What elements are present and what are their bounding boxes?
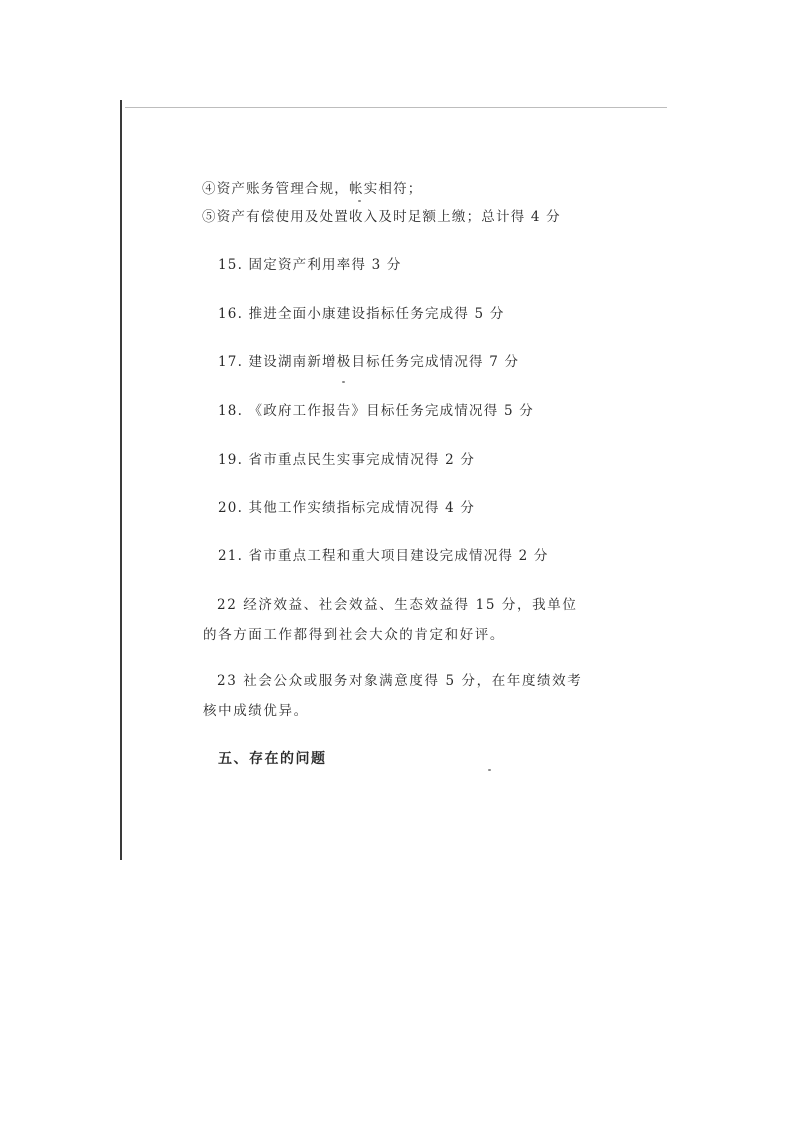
asset-item-5-line: ⑤资产有偿使用及处置收入及时足额上缴；总计得 4 分 bbox=[202, 209, 561, 225]
scan-speck bbox=[488, 769, 491, 771]
section-5-heading: 五、存在的问题 bbox=[218, 751, 327, 767]
asset-item-4-line: ④资产账务管理合规，帐实相符； bbox=[202, 181, 423, 197]
item-17-line: 17. 建设湖南新增极目标任务完成情况得 7 分 bbox=[218, 354, 520, 370]
item-18-line: 18. 《政府工作报告》目标任务完成情况得 5 分 bbox=[218, 403, 534, 419]
item-22-paragraph: 22 经济效益、社会效益、生态效益得 15 分，我单位的各方面工作都得到社会大众的肯定和好评。 bbox=[203, 597, 578, 643]
item-20-line: 20. 其他工作实绩指标完成情况得 4 分 bbox=[218, 500, 476, 516]
item-16-line: 16. 推进全面小康建设指标任务完成得 5 分 bbox=[218, 306, 505, 322]
item-21-line: 21. 省市重点工程和重大项目建设完成情况得 2 分 bbox=[218, 548, 549, 564]
item-23-paragraph: 23 社会公众或服务对象满意度得 5 分，在年度绩效考核中成绩优异。 bbox=[203, 673, 583, 719]
item-15-line: 15. 固定资产利用率得 3 分 bbox=[218, 257, 402, 273]
scan-speck bbox=[342, 381, 345, 383]
item-19-line: 19. 省市重点民生实事完成情况得 2 分 bbox=[218, 452, 476, 468]
top-margin-rule bbox=[125, 107, 667, 108]
left-margin-rule bbox=[120, 100, 122, 860]
scan-speck bbox=[358, 200, 361, 202]
